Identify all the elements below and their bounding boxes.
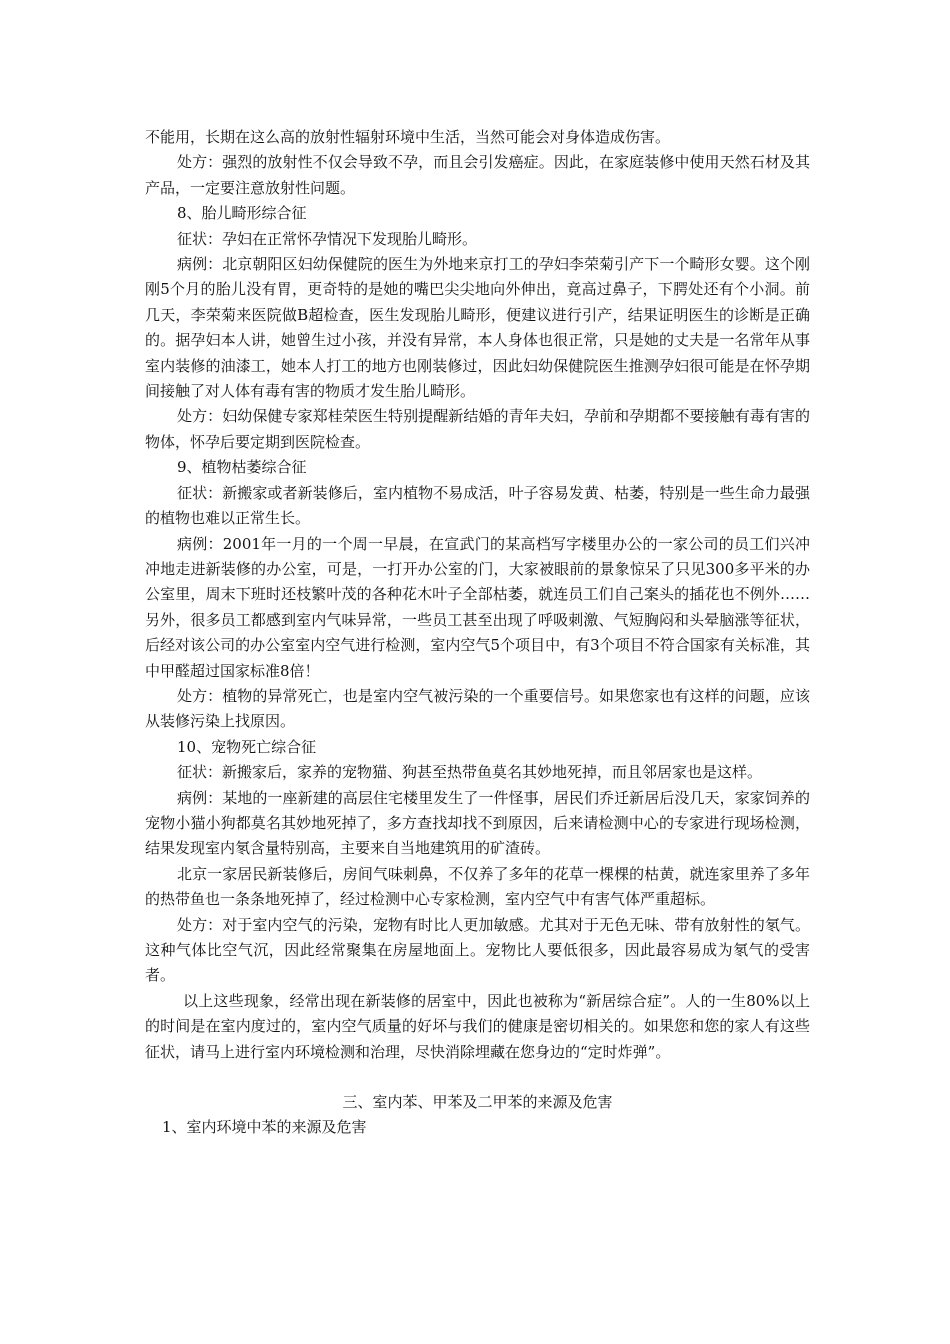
paragraph-symptom-pet: 征状：新搬家后，家养的宠物猫、狗甚至热带鱼莫名其妙地死掉，而且邻居家也是这样。 — [177, 763, 763, 782]
paragraph-case-plant: 病例：2001年一月的一个周一早晨，在宣武门的某高档写字楼里办公的一家公司的员工们兴冲冲地走进新装修的办公室，可是，一打开办公室的门，大家被眼前的景象惊呆了只见300多平米的办公室里，周末下班时还枝繁叶茂的各种花木叶子全部枯萎，就连员工们自己案头的插花也不例外……另外，很多员工都感到室内气味异常，一些员工甚至出现了呼吸刺激、气短胸闷和头晕脑涨等征状，后经对该公司的办公室室内空气进行检测，室内空气5个项目中，有3个项目不符合国家有关标准，其中甲醛超过国家标准8倍！ — [145, 534, 810, 680]
paragraph-summary: 以上这些现象，经常出现在新装修的居室中，因此也被称为“新居综合症”。人的一生80%以上的时间是在室内度过的，室内空气质量的好坏与我们的健康是密切相关的。如果您和您的家人有这些征状，请马上进行室内环境检测和治理，尽快消除埋藏在您身边的“定时炸弹”。 — [145, 991, 810, 1061]
paragraph-continuation: 不能用，长期在这么高的放射性辐射环境中生活，当然可能会对身体造成伤害。 — [145, 128, 671, 146]
paragraph-prescription-plant: 处方：植物的异常死亡，也是室内空气被污染的一个重要信号。如果您家也有这样的问题，应该从装修污染上找原因。 — [145, 686, 810, 731]
paragraph-prescription-fetal: 处方：妇幼保健专家郑桂荣医生特别提醒新结婚的青年夫妇，孕前和孕期都不要接触有毒有害的物体，怀孕后要定期到医院检查。 — [145, 407, 810, 451]
section-title: 三、室内苯、甲苯及二甲苯的来源及危害 — [342, 1093, 613, 1112]
paragraph-case-pet: 病例：某地的一座新建的高层住宅楼里发生了一件怪事，居民们乔迁新居后没几天，家家饲养的宠物小猫小狗都莫名其妙地死掉了，多方查找却找不到原因，后来请检测中心的专家进行现场检测，结果发现室内氡含量特别高，主要来自当地建筑用的矿渣砖。 — [145, 788, 810, 858]
paragraph-prescription-radiation: 处方：强烈的放射性不仅会导致不孕，而且会引发癌症。因此，在家庭装修中使用天然石材及其产品，一定要注意放射性问题。 — [145, 153, 810, 197]
paragraph-case-pet-beijing: 北京一家居民新装修后，房间气味刺鼻，不仅养了多年的花草一棵棵的枯黄，就连家里养了多年的热带鱼也一条条地死掉了，经过检测中心专家检测，室内空气中有害气体严重超标。 — [145, 864, 810, 909]
document-body — [145, 125, 810, 1141]
paragraph-symptom-plant: 征状：新搬家或者新装修后，室内植物不易成活，叶子容易发黄、枯萎，特别是一些生命力最强的植物也难以正常生长。 — [145, 483, 810, 528]
paragraph-prescription-pet: 处方：对于室内空气的污染，宠物有时比人更加敏感。尤其对于无色无味、带有放射性的氡气。这种气体比空气沉，因此经常聚集在房屋地面上。宠物比人要低很多，因此最容易成为氡气的受害者。 — [145, 915, 810, 985]
heading-plant-wither: 9、植物枯萎综合征 — [177, 458, 307, 477]
paragraph-symptom-fetal: 征状：孕妇在正常怀孕情况下发现胎儿畸形。 — [177, 229, 478, 248]
heading-fetal-deformity: 8、胎儿畸形综合征 — [177, 204, 307, 223]
heading-pet-death: 10、宠物死亡综合征 — [177, 737, 317, 756]
subsection-title: 1、室内环境中苯的来源及危害 — [162, 1118, 367, 1137]
paragraph-case-fetal: 病例：北京朝阳区妇幼保健院的医生为外地来京打工的孕妇李荣菊引产下一个畸形女婴。这个刚刚5个月的胎儿没有胃，更奇特的是她的嘴巴尖尖地向外伸出，竟高过鼻子，下腭处还有个小洞。前几天，李荣菊来医院做B超检查，医生发现胎儿畸形，便建议进行引产，结果证明医生的诊断是正确的。据孕妇本人讲，她曾生过小孩，并没有异常，本人身体也很正常，只是她的丈夫是一名常年从事室内装修的油漆工，她本人打工的地方也刚装修过，因此妇幼保健院医生推测孕妇很可能是在怀孕期间接触了对人体有毒有害的物质才发生胎儿畸形。 — [145, 255, 810, 401]
